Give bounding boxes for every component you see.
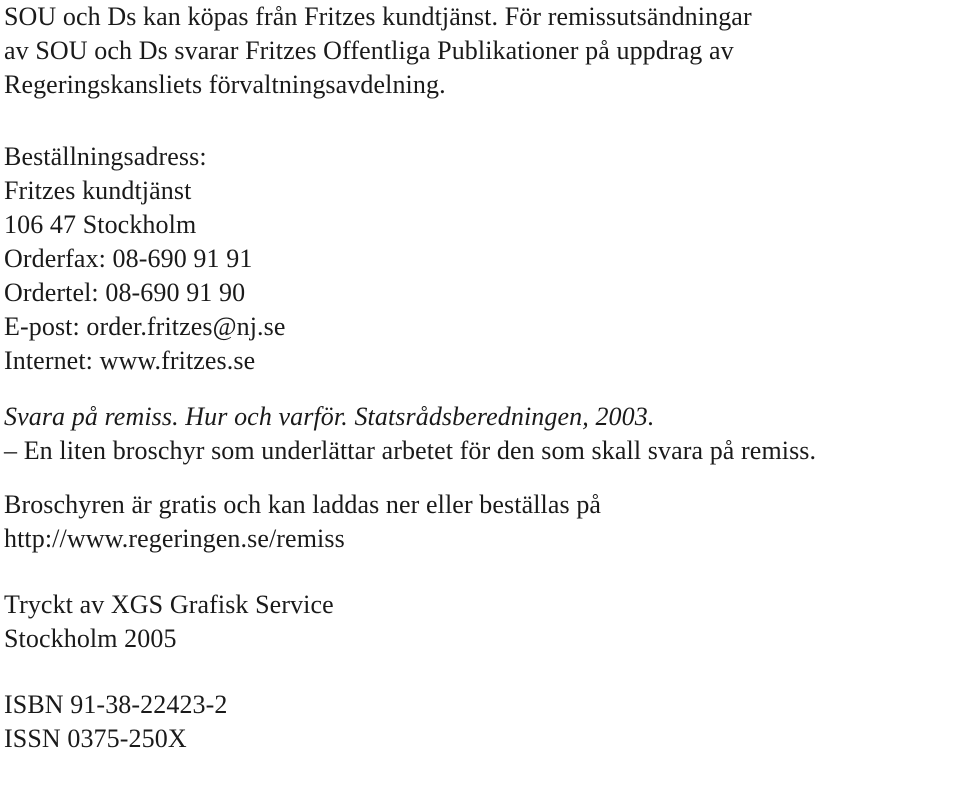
spacer xyxy=(4,378,956,400)
printer-block xyxy=(4,588,956,656)
intro-line-3: Regeringskansliets förvaltningsavdelning. xyxy=(4,70,446,99)
order-phone: Ordertel: 08-690 91 90 xyxy=(4,278,246,307)
publication-title: Svara på remiss. Hur och varför. Statsrådsberedningen, 2003. xyxy=(4,402,655,431)
publication-block xyxy=(4,400,956,468)
order-address-block xyxy=(4,140,956,378)
spacer xyxy=(4,556,956,588)
colophon-page xyxy=(4,0,956,756)
identifiers-block xyxy=(4,688,956,756)
order-fax: Orderfax: 08-690 91 91 xyxy=(4,244,253,273)
publication-description: – En liten broschyr som underlättar arbetet för den som skall svara på remiss. xyxy=(4,436,817,465)
printer-name: Tryckt av XGS Grafisk Service xyxy=(4,590,334,619)
order-website: Internet: www.fritzes.se xyxy=(4,346,256,375)
spacer xyxy=(4,468,956,488)
issn: ISSN 0375-250X xyxy=(4,724,187,753)
intro-paragraph xyxy=(4,0,956,102)
order-address-postal: 106 47 Stockholm xyxy=(4,210,197,239)
order-address-heading: Beställningsadress: xyxy=(4,142,207,171)
order-address-name: Fritzes kundtjänst xyxy=(4,176,192,205)
intro-line-2: av SOU och Ds svarar Fritzes Offentliga Publikationer på uppdrag av xyxy=(4,36,734,65)
spacer xyxy=(4,656,956,688)
availability-block xyxy=(4,488,956,556)
availability-text: Broschyren är gratis och kan laddas ner eller beställas på xyxy=(4,490,602,519)
order-email: E-post: order.fritzes@nj.se xyxy=(4,312,286,341)
availability-url: http://www.regeringen.se/remiss xyxy=(4,524,345,553)
intro-line-1: SOU och Ds kan köpas från Fritzes kundtjänst. För remissutsändningar xyxy=(4,2,752,31)
isbn: ISBN 91-38-22423-2 xyxy=(4,690,228,719)
spacer xyxy=(4,102,956,140)
printer-location-year: Stockholm 2005 xyxy=(4,624,177,653)
